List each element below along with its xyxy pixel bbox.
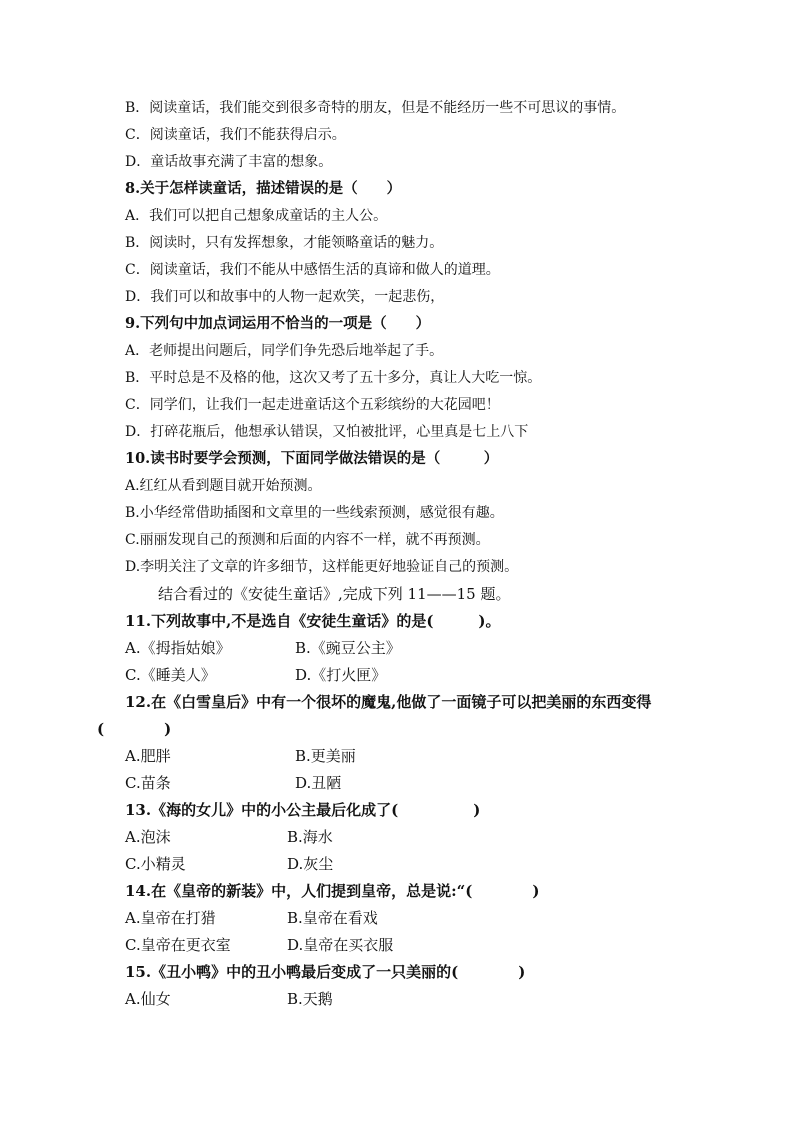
q11-option-d: D.《打火匣》 <box>295 666 387 684</box>
q14-option-a: A.皇帝在打猎 <box>125 909 216 927</box>
q15-option-a: A.仙女 <box>125 990 171 1008</box>
q10-option-c: C.丽丽发现自己的预测和后面的内容不一样，就不再预测。 <box>125 532 490 548</box>
q8-option-c: C．阅读童话，我们不能从中感悟生活的真谛和做人的道理。 <box>125 262 500 278</box>
section-intro: 结合看过的《安徒生童话》,完成下列 11——15 题。 <box>158 585 511 603</box>
q13-option-b: B.海水 <box>287 828 333 846</box>
q14-option-d: D.皇帝在买衣服 <box>287 936 394 954</box>
question-14: 14.在《皇帝的新装》中，人们提到皇帝，总是说:“( ) <box>125 882 540 900</box>
q11-option-c: C.《睡美人》 <box>125 666 216 684</box>
q12-option-b: B.更美丽 <box>295 747 356 765</box>
q8-option-a: A．我们可以把自己想象成童话的主人公。 <box>125 208 388 224</box>
q7-option-d: D．童话故事充满了丰富的想象。 <box>125 154 333 170</box>
q11-option-b: B.《豌豆公主》 <box>295 639 401 657</box>
q13-option-c: C.小精灵 <box>125 855 186 873</box>
q12-option-d: D.丑陋 <box>295 774 342 792</box>
q12-option-a: A.肥胖 <box>125 747 171 765</box>
q8-option-d: D．我们可以和故事中的人物一起欢笑，一起悲伤， <box>125 289 445 305</box>
question-13: 13.《海的女儿》中的小公主最后化成了( ) <box>125 801 481 819</box>
question-9: 9.下列句中加点词运用不恰当的一项是（ ） <box>125 315 431 332</box>
question-8: 8.关于怎样读童话，描述错误的是（ ） <box>125 180 402 197</box>
q14-option-c: C.皇帝在更衣室 <box>125 936 231 954</box>
question-12: 12.在《白雪皇后》中有一个很坏的魔鬼,他做了一面镜子可以把美丽的东西变得 <box>125 693 652 711</box>
question-11: 11.下列故事中,不是选自《安徒生童话》的是( )。 <box>125 612 501 630</box>
q8-option-b: B．阅读时，只有发挥想象，才能领略童话的魅力。 <box>125 235 444 251</box>
q15-option-b: B.天鹅 <box>287 990 333 1008</box>
q9-option-b: B．平时总是不及格的他，这次又考了五十多分，真让人大吃一惊。 <box>125 370 542 386</box>
q12-option-c: C.苗条 <box>125 774 171 792</box>
q10-option-d: D.李明关注了文章的许多细节，这样能更好地验证自己的预测。 <box>125 559 519 575</box>
q9-option-a: A．老师提出问题后，同学们争先恐后地举起了手。 <box>125 343 444 359</box>
q10-option-a: A.红红从看到题目就开始预测。 <box>125 478 322 494</box>
question-15: 15.《丑小鸭》中的丑小鸭最后变成了一只美丽的( ) <box>125 963 526 981</box>
q13-option-a: A.泡沫 <box>125 828 171 846</box>
question-10: 10.读书时要学会预测，下面同学做法错误的是（ ） <box>125 450 499 467</box>
q9-option-c: C．同学们，让我们一起走进童话这个五彩缤纷的大花园吧！ <box>125 397 500 413</box>
q10-option-b: B.小华经常借助插图和文章里的一些线索预测，感觉很有趣。 <box>125 505 504 521</box>
q13-option-d: D.灰尘 <box>287 855 334 873</box>
q7-option-b: B．阅读童话，我们能交到很多奇特的朋友，但是不能经历一些不可思议的事情。 <box>125 100 626 116</box>
q11-option-a: A.《拇指姑娘》 <box>125 639 231 657</box>
question-12-blank: ( ) <box>97 720 172 738</box>
q9-option-d: D．打碎花瓶后，他想承认错误，又怕被批评，心里真是七上八下 <box>125 424 529 440</box>
q14-option-b: B.皇帝在看戏 <box>287 909 378 927</box>
q7-option-c: C．阅读童话，我们不能获得启示。 <box>125 127 346 143</box>
